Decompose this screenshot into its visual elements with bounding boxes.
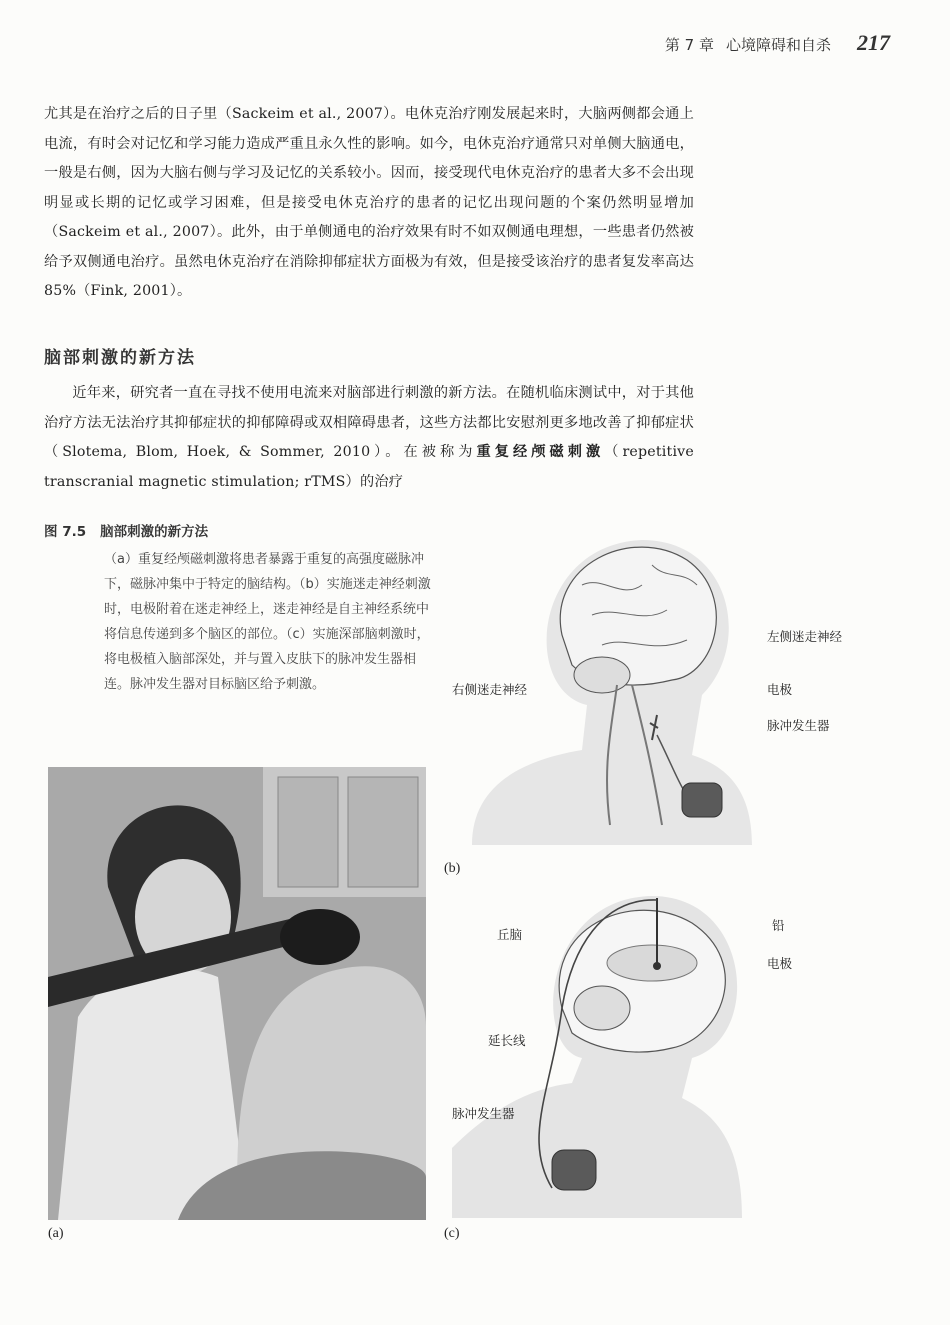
paragraph-2-text-a: 近年来，研究者一直在寻找不使用电流来对脑部进行刺激的新方法。在随机临床测试中，对于其他治疗方法无法治疗其抑郁症状的抑郁障碍或双相障碍患者，这些方法都比安慰剂更多地改善了抑郁症状（Slotema, Blom, Hoek, & Sommer, 2010）。在被称为 <box>44 385 694 460</box>
dbs-pulse-generator-label: 脉冲发生器 <box>452 1106 515 1121</box>
body-paragraph-1: 尤其是在治疗之后的日子里（Sackeim et al., 2007）。电休克治疗刚发展起来时，大脑两侧都会通上电流，有时会对记忆和学习能力造成严重且永久性的影响。如今，电休克治疗通常只对单侧大脑通电，一般是右侧，因为大脑右侧与学习及记忆的关系较小。因而，接受现代电休克治疗的患者大多不会出现明显或长期的记忆或学习困难，但是接受电休克治疗的患者的记忆出现问题的个案仍然明显增加（Sackeim et al., 2007）。此外，由于单侧通电的治疗效果有时不如双侧通电理想，一些患者仍然被给予双侧通电治疗。虽然电休克治疗在消除抑郁症状方面极为有效，但是接受该治疗的患者复发率高达 85%（Fink, 2001）。 <box>44 106 694 299</box>
panel-a-label: (a) <box>48 1226 64 1241</box>
section-heading: 脑部刺激的新方法 <box>44 348 196 368</box>
figure-heading: 脑部刺激的新方法 <box>100 524 209 540</box>
running-header <box>290 30 890 60</box>
body-paragraph-2 <box>44 379 694 497</box>
page-number: 217 <box>857 30 890 55</box>
panel-b-label: (b) <box>444 861 461 876</box>
extension-label: 延长线 <box>488 1033 526 1048</box>
figure-title <box>44 520 222 540</box>
vagus-pulse-generator-label: 脉冲发生器 <box>767 718 830 733</box>
thalamus-label: 丘脑 <box>497 927 523 942</box>
left-vagus-label: 左侧迷走神经 <box>767 629 843 644</box>
lead-label: 铅 <box>772 918 785 933</box>
chapter-number: 第 7 章 <box>664 36 714 54</box>
figure-number: 图 7.5 <box>44 524 87 540</box>
dbs-electrode-label: 电极 <box>767 956 793 971</box>
chapter-title: 心境障碍和自杀 <box>725 36 831 54</box>
figure-caption: （a）重复经颅磁刺激将患者暴露于重复的高强度磁脉冲下，磁脉冲集中于特定的脑结构。（b）实施迷走神经刺激时，电极附着在迷走神经上，迷走神经是自主神经系统中将信息传递到多个脑区的部位。（c）实施深部脑刺激时，将电极植入脑部深处，并与置入皮肤下的脉冲发生器相连。脉冲发生器对目标脑区给予刺激。 <box>104 552 431 692</box>
panel-c-label: (c) <box>444 1226 460 1241</box>
vagus-electrode-label: 电极 <box>767 682 793 697</box>
paragraph-2-text-b: （repetitive transcranial magnetic stimulation; rTMS）的治疗 <box>44 444 694 490</box>
rtms-photo <box>48 767 426 1220</box>
key-term-rtms: 重复经颅磁刺激 <box>476 444 605 460</box>
right-vagus-label: 右侧迷走神经 <box>452 682 528 697</box>
